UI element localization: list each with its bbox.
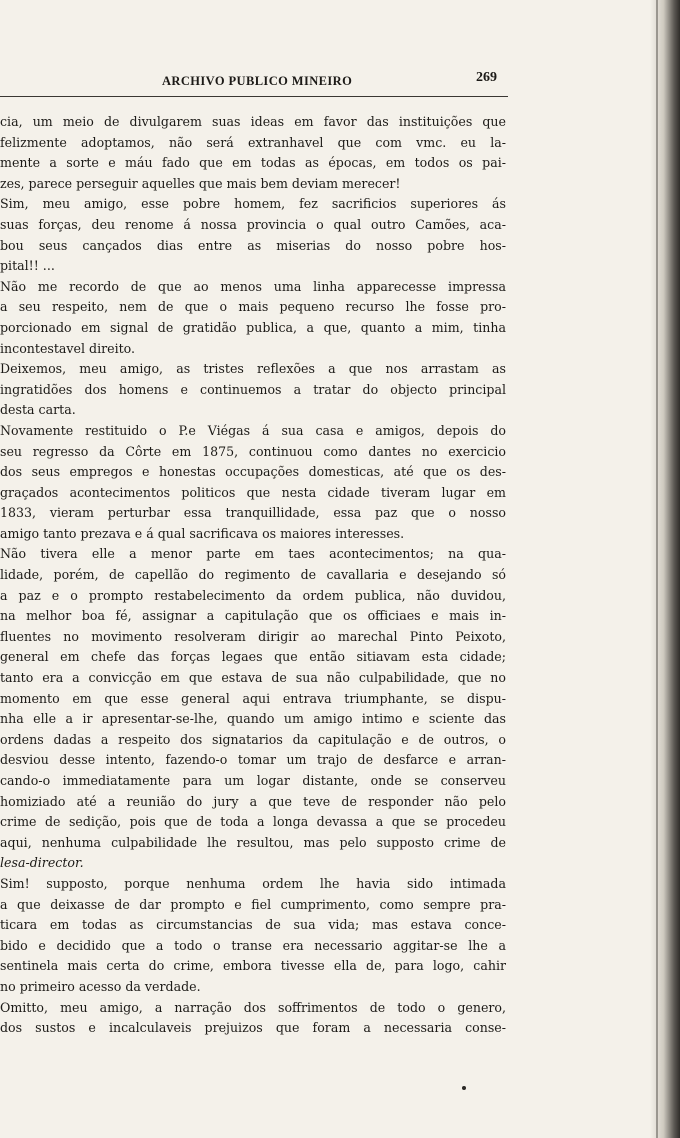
text-line: ordens dadas a respeito dos signatarios da capitulação e de outros, o [0, 731, 506, 747]
running-header [0, 66, 520, 96]
text-line: dos seus empregos e honestas occupações domesticas, até que os des- [0, 464, 506, 480]
text-line: Não me recordo de que ao menos uma linha apparecesse impressa [0, 278, 506, 294]
text-line: dos sustos e incalculaveis prejuizos que foram a necessaria conse- [0, 1020, 506, 1036]
text-line: Novamente restituido o P.e Viégas á sua casa e amigos, depois do [0, 422, 506, 438]
text-line: desviou desse intento, fazendo-o tomar um trajo de desfarce e arran- [0, 752, 506, 768]
text-line: nha elle a ir apresentar-se-lhe, quando um amigo intimo e sciente das [0, 711, 506, 727]
text-line: seu regresso da Côrte em 1875, continuou como dantes no exercicio [0, 443, 506, 459]
text-line: Não tivera elle a menor parte em taes acontecimentos; na qua- [0, 546, 506, 562]
header-rule [0, 96, 508, 97]
text-line: suas forças, deu renome á nossa provincia o qual outro Camões, aca- [0, 216, 506, 232]
text-line: aqui, nenhuma culpabilidade lhe resultou, mas pelo supposto crime de [0, 834, 506, 850]
header-title: ARCHIVO PUBLICO MINEIRO [162, 74, 353, 88]
text-line: bou seus cançados dias entre as miserias do nosso pobre hos- [0, 237, 506, 253]
text-line: no primeiro acesso da verdade. [0, 978, 201, 994]
page-gutter-shadow [650, 0, 680, 1138]
body-text [0, 112, 506, 1039]
text-line: lidade, porém, de capellão do regimento de cavallaria e desejando só [0, 567, 506, 583]
text-line: cando-o immediatamente para um logar distante, onde se conserveu [0, 773, 506, 788]
binding-line [656, 0, 658, 1138]
text-line: felizmente adoptamos, não será extranhavel que com vmc. eu la- [0, 134, 506, 150]
text-line: tanto era a convicção em que estava de sua não culpabilidade, que no [0, 670, 506, 686]
text-line: Sim! supposto, porque nenhuma ordem lhe havia sido intimada [0, 875, 506, 891]
text-line: amigo tanto prezava e á qual sacrificava os maiores interesses. [0, 525, 405, 541]
text-line: zes, parece perseguir aquelles que mais bem deviam merecer! [0, 175, 401, 191]
text-line: homiziado até a reunião do jury a que teve de responder não pelo [0, 793, 506, 809]
text-line: a seu respeito, nem de que o mais pequeno recurso lhe fosse pro- [0, 299, 506, 315]
text-line: a paz e o prompto restabelecimento da ordem publica, não duvidou, [0, 587, 506, 603]
text-line: fluentes no movimento resolveram dirigir ao marechal Pinto Peixoto, [0, 628, 506, 644]
text-line: a que deixasse de dar prompto e fiel cumprimento, como sempre pra- [0, 896, 506, 912]
text-line: Omitto, meu amigo, a narração dos soffrimentos de todo o genero, [0, 999, 506, 1015]
text-line: momento em que esse general aqui entrava triumphante, se dispu- [0, 690, 506, 706]
text-line: cia, um meio de divulgarem suas ideas em favor das instituições que [0, 114, 506, 129]
text-line: ingratidões dos homens e continuemos a tratar do objecto principal [0, 381, 506, 397]
text-line: desta carta. [0, 402, 76, 418]
text-line: 1833, vieram perturbar essa tranquillidade, essa paz que o nosso [0, 505, 506, 521]
ink-dot [462, 1086, 466, 1090]
text-line: crime de sedição, pois que de toda a longa devassa a que se procedeu [0, 814, 506, 830]
text-line: Sim, meu amigo, esse pobre homem, fez sacrificios superiores ás [0, 196, 506, 212]
text-line: graçados acontecimentos politicos que nesta cidade tiveram lugar em [0, 484, 506, 500]
text-line: sentinela mais certa do crime, embora tivesse ella de, para logo, cahir [0, 958, 506, 974]
text-line: incontestavel direito. [0, 340, 136, 356]
text-line: porcionado em signal de gratidão publica, a que, quanto a mim, tinha [0, 319, 506, 335]
text-line: mente a sorte e máu fado que em todas as épocas, em todos os pai- [0, 155, 506, 171]
text-line: na melhor boa fé, assignar a capitulação que os officiaes e mais in- [0, 608, 506, 624]
text-line: lesa-director. [0, 855, 84, 871]
text-line: pital!! ... [0, 258, 55, 274]
text-line: general em chefe das forças legaes que então sitiavam esta cidade; [0, 649, 506, 665]
text-line: bido e decidido que a todo o transe era necessario aggitar-se lhe a [0, 937, 506, 953]
text-line: Deixemos, meu amigo, as tristes reflexões a que nos arrastam as [0, 361, 506, 377]
text-line: ticara em todas as circumstancias de sua vida; mas estava conce- [0, 917, 506, 933]
page-number: 269 [476, 70, 497, 85]
